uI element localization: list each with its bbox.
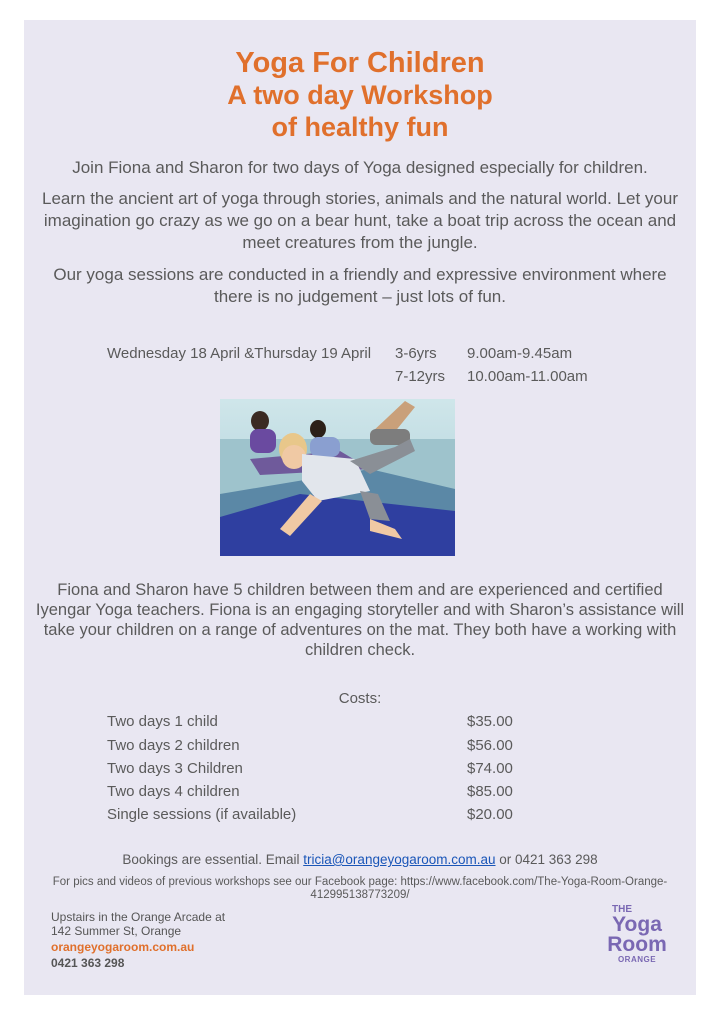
cost-item-label: Single sessions (if available) <box>107 806 297 823</box>
schedule-time-1: 9.00am-9.45am <box>467 345 573 362</box>
intro-paragraph-1: Join Fiona and Sharon for two days of Yoga designed especially for children. <box>72 158 648 177</box>
teachers-paragraph: Fiona and Sharon have 5 children between them and are experienced and certified Iyengar Yoga teachers. Fiona is an engaging storyteller and with Sharon’s assistance will take your children on a range of adventures on the mat. They both have a working with children check. <box>35 581 685 659</box>
yoga-room-logo <box>594 905 680 975</box>
schedule-time-2: 10.00am-11.00am <box>467 368 588 385</box>
children-yoga-photo <box>220 399 455 556</box>
cost-item-price: $56.00 <box>467 737 513 754</box>
intro-paragraph-2: Learn the ancient art of yoga through stories, animals and the natural world. Let your imagination go crazy as we go on a bear hunt, take a boat trip across the ocean and meet creatures from the jungle. <box>42 189 678 252</box>
logo-room: Room <box>607 933 667 956</box>
title-line-2: A two day Workshop <box>227 80 493 110</box>
facebook-note: For pics and videos of previous workshops see our Facebook page: https://www.facebook.com/The-Yoga-Room-Orange-412995138773209/ <box>52 876 668 901</box>
cost-item-price: $74.00 <box>467 760 513 777</box>
cost-item-price: $20.00 <box>467 806 513 823</box>
website-link[interactable]: orangeyogaroom.com.au <box>51 940 195 954</box>
intro-paragraph-3: Our yoga sessions are conducted in a friendly and expressive environment where there is no judgement – just lots of fun. <box>53 265 667 306</box>
address-line-2: 142 Summer St, Orange <box>51 924 182 938</box>
cost-item-price: $35.00 <box>467 713 513 730</box>
cost-item-price: $85.00 <box>467 783 513 800</box>
cost-item-label: Two days 2 children <box>107 737 240 754</box>
cost-item-label: Two days 1 child <box>107 713 218 730</box>
title-line-3: of healthy fun <box>271 112 449 142</box>
schedule-age-1: 3-6yrs <box>395 345 437 362</box>
logo-yoga: Yoga <box>612 913 662 936</box>
schedule-age-2: 7-12yrs <box>395 368 446 385</box>
bookings-email-link[interactable]: tricia@orangeyogaroom.com.au <box>303 852 496 867</box>
cost-item-label: Two days 4 children <box>107 783 240 800</box>
logo-orange: ORANGE <box>617 955 657 964</box>
costs-heading: Costs: <box>338 690 382 707</box>
cost-item-label: Two days 3 Children <box>107 760 243 777</box>
bookings-suffix: or 0421 363 298 <box>495 852 598 867</box>
logo-the: THE <box>612 904 632 915</box>
bookings-line <box>0 852 720 867</box>
title-line-1: Yoga For Children <box>235 47 485 79</box>
phone-number: 0421 363 298 <box>51 956 125 970</box>
bookings-prefix: Bookings are essential. Email <box>122 852 304 867</box>
schedule-dates: Wednesday 18 April &Thursday 19 April <box>107 345 372 362</box>
address-line-1: Upstairs in the Orange Arcade at <box>51 910 226 924</box>
